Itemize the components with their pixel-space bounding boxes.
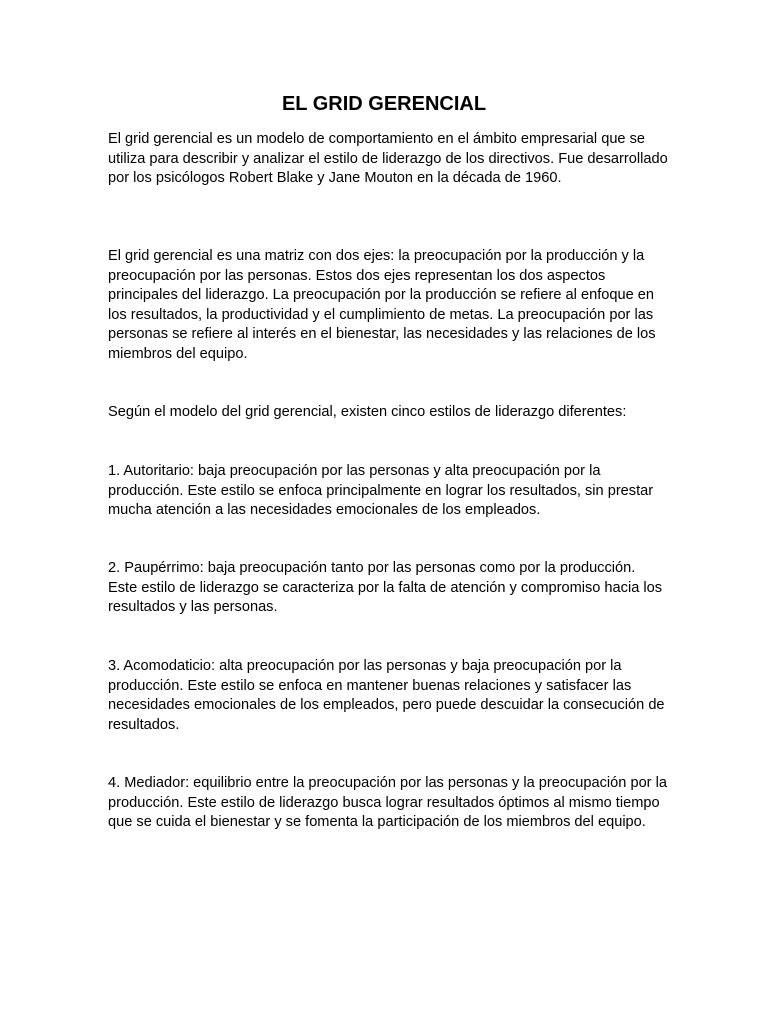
- paragraph-style-mediador: 4. Mediador: equilibrio entre la preocupación por las personas y la preocupación por la producción. Este estilo de liderazgo busca lograr resultados óptimos al mismo tiempo que se cuida el bienestar y se fomenta la participación de los miembros del equipo.: [108, 775, 667, 830]
- paragraph-axes: El grid gerencial es una matriz con dos ejes: la preocupación por la producción y la preocupación por las personas. Estos dos ejes representan los dos aspectos principales del liderazgo. La preocupación por la producción se refiere al enfoque en los resultados, la productividad y el cumplimiento de metas. La preocupación por las personas se refiere al interés en el bienestar, las necesidades y las relaciones de los miembros del equipo.: [108, 248, 656, 362]
- paragraph-introduction: El grid gerencial es un modelo de comportamiento en el ámbito empresarial que se utiliza para describir y analizar el estilo de liderazgo de los directivos. Fue desarrollado por los psicólogos Robert Blake y Jane Mouton en la década de 1960.: [108, 131, 668, 186]
- paragraph-style-pauperrimo: 2. Paupérrimo: baja preocupación tanto por las personas como por la producción. Este estilo de liderazgo se caracteriza por la falta de atención y compromiso hacia los resultados y las personas.: [108, 560, 663, 615]
- document-title: EL GRID GERENCIAL: [281, 93, 487, 115]
- paragraph-style-acomodaticio: 3. Acomodaticio: alta preocupación por las personas y baja preocupación por la producción. Este estilo se enfoca en mantener buenas relaciones y satisfacer las necesidades emocionales de los empleados, pero puede descuidar la consecución de resultados.: [108, 658, 665, 733]
- paragraph-style-autoritario: 1. Autoritario: baja preocupación por las personas y alta preocupación por la producción. Este estilo se enfoca principalmente en lograr los resultados, sin prestar mucha atención a las necesidades emocionales de los empleados.: [108, 463, 654, 518]
- paragraph-styles-intro: Según el modelo del grid gerencial, existen cinco estilos de liderazgo diferentes:: [108, 404, 627, 420]
